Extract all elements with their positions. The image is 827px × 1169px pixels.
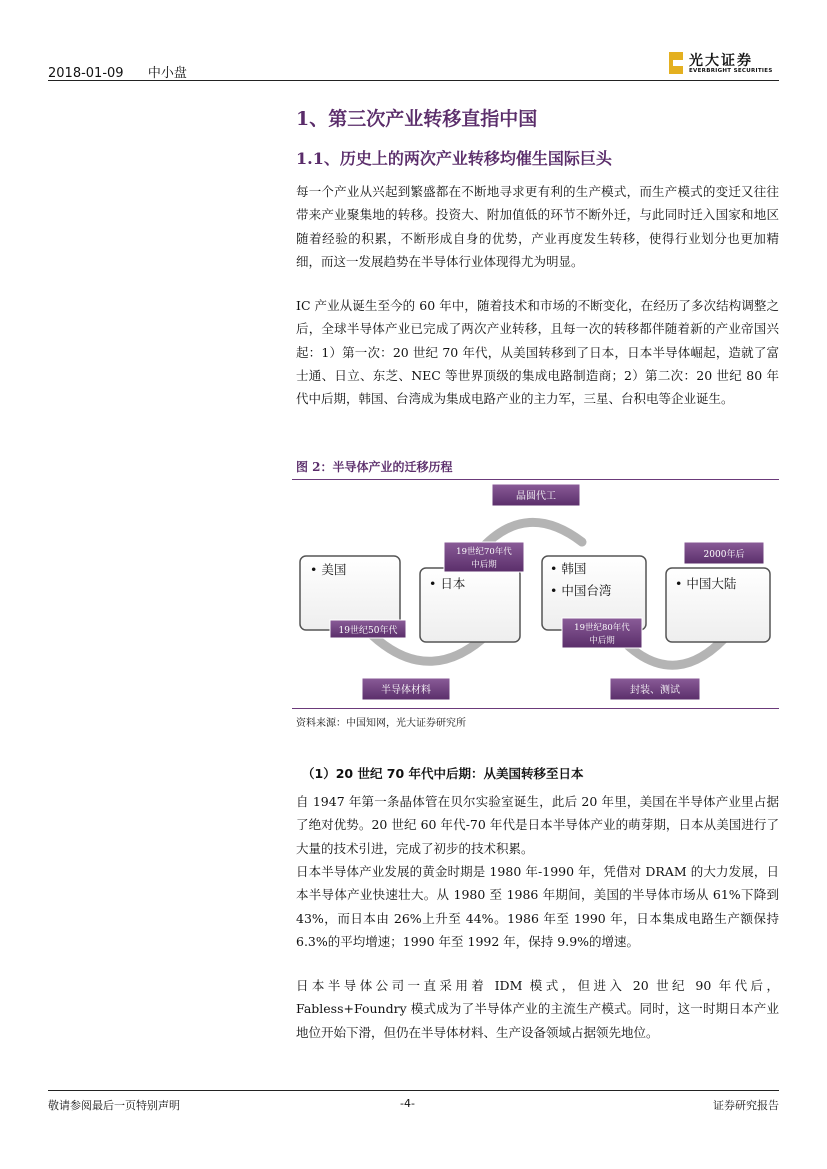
- figure-title: 图 2：半导体产业的迁移历程: [296, 460, 453, 474]
- tag-1970s-label-1: 19世纪70年代: [456, 547, 512, 557]
- figure-bottom-rule: [292, 708, 779, 709]
- page-number: -4-: [400, 1097, 415, 1110]
- paragraph-5: 日本半导体公司一直采用着 IDM 模式，但进入 20 世纪 90 年代后，Fabless+Foundry 模式成为了半导体产业的主流生产模式。同时，这一时期日本产业地位开始下滑，但仍在半导体材料、生产设备领域占据领先地位。: [296, 978, 779, 1040]
- paragraph-2: IC 产业从诞生至今的 60 年中，随着技术和市场的不断变化，在经历了多次结构调整之后，全球半导体产业已完成了两次产业转移，且每一次的转移都伴随着新的产业帝国兴起：1）第一次：20 世纪 70 年代，从美国转移到了日本，日本半导体崛起，造就了富士通、日立、东芝、NEC 等世界顶级的集成电路制造商；2）第二次：20 世纪 80 年代中后期，韩国、台湾成为集成电路产业的主力军，三星、台积电等企业诞生。: [296, 298, 779, 407]
- logo-cn: 光大证券: [689, 53, 753, 69]
- tag-1970s-label-2: 中后期: [471, 560, 497, 570]
- section-heading: 1、第三次产业转移直指中国: [296, 108, 538, 130]
- header-category: 中小盘: [147, 66, 187, 81]
- label-packaging-text: 封装、测试: [630, 685, 680, 696]
- header-divider: [48, 80, 779, 81]
- header-date: 2018-01-09: [48, 66, 124, 81]
- box-taiwan-label: • 中国台湾: [550, 583, 612, 598]
- paragraph-3: 自 1947 年第一条晶体管在贝尔实验室诞生，此后 20 年里，美国在半导体产业里占据了绝对优势。20 世纪 60 年代-70 年代是日本半导体产业的萌芽期，日本从美国进行了大量的技术引进，完成了初步的技术积累。: [296, 794, 779, 856]
- tag-1950s-label: 19世纪50年代: [338, 626, 398, 636]
- box-japan-label: • 日本: [429, 576, 466, 591]
- box-korea-label: • 韩国: [550, 561, 587, 576]
- tag-1980s-label-1: 19世纪80年代: [574, 623, 630, 633]
- figure-source: 资料来源：中国知网，光大证券研究所: [296, 718, 466, 729]
- label-foundry-text: 晶圆代工: [516, 491, 556, 502]
- logo-mark-icon: [669, 52, 683, 74]
- migration-diagram: [292, 480, 779, 708]
- label-materials-text: 半导体材料: [381, 685, 431, 696]
- footer-divider: [48, 1090, 779, 1091]
- box-usa-label: • 美国: [310, 562, 347, 577]
- logo-en: EVERBRIGHT SECURITIES: [689, 68, 773, 74]
- footer-disclaimer: 敬请参阅最后一页特别声明: [48, 1099, 180, 1112]
- subheading-1970s: （1）20 世纪 70 年代中后期：从美国转移至日本: [302, 766, 584, 781]
- company-logo: [669, 50, 779, 78]
- paragraph-4: 日本半导体产业发展的黄金时期是 1980 年-1990 年，凭借对 DRAM 的大力发展，日本半导体产业快速壮大。从 1980 至 1986 年期间，美国的半导体市场从 61%下降到 43%，而日本由 26%上升至 44%。1986 年至 1990 年，日本集成电路生产额保持 6.3%的平均增速；1990 年至 1992 年，保持 9.9%的增速。: [296, 864, 779, 949]
- subsection-heading: 1.1、历史上的两次产业转移均催生国际巨头: [296, 149, 612, 168]
- footer-report-type: 证券研究报告: [713, 1099, 779, 1112]
- box-china-label: • 中国大陆: [675, 576, 737, 591]
- paragraph-1: 每一个产业从兴起到繁盛都在不断地寻求更有利的生产模式，而生产模式的变迁又往往带来产业聚集地的转移。投资大、附加值低的环节不断外迁，与此同时迁入国家和地区随着经验的积累，不断形成自身的优势，产业再度发生转移，使得行业划分也更加精细，而这一发展趋势在半导体行业体现得尤为明显。: [296, 184, 779, 269]
- tag-2000s-label: 2000年后: [703, 550, 745, 560]
- header-info: [48, 62, 187, 81]
- tag-1980s-label-2: 中后期: [589, 636, 615, 646]
